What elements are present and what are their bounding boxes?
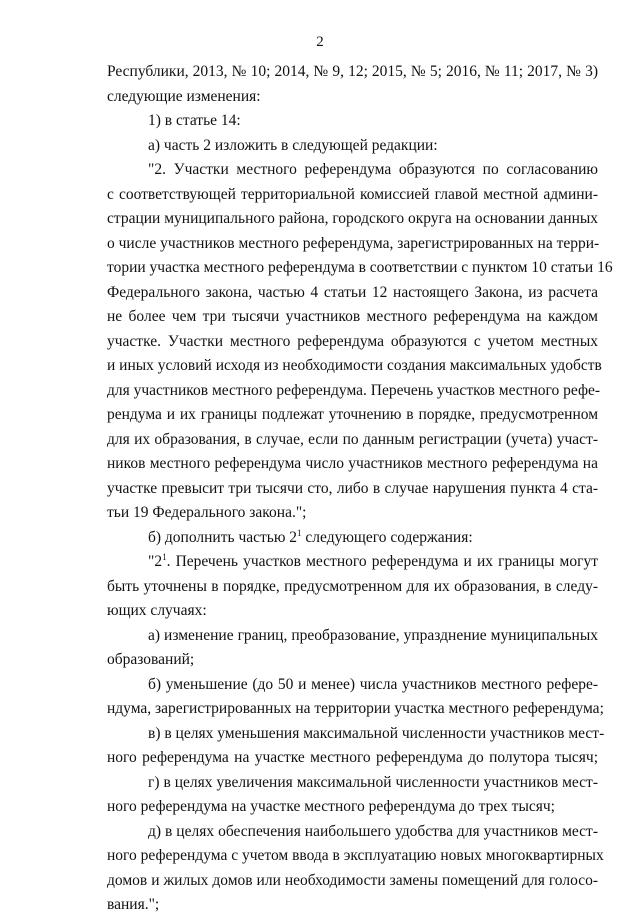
text-line (107, 281, 598, 306)
text-line (107, 158, 598, 183)
text-line (107, 85, 598, 110)
text-line-content: для участников местного референдума. Перечень участков местного рефе- (107, 381, 601, 399)
text-line (107, 844, 604, 869)
text-line-content: образований; (107, 651, 195, 668)
text-line (107, 134, 598, 159)
text-line (107, 722, 605, 747)
text-line (107, 673, 598, 698)
text-line-content: ндума, зарегистрированных на территории участка местного референдума; (107, 700, 604, 717)
text-line-content: Федерального закона, частью 4 статьи 12 настоящего Закона, из расчета (107, 283, 598, 301)
text-line-content: ющих случаях: (107, 602, 207, 619)
text-line-content: домов и жилых домов или необходимости замены помещений для голосо- (107, 871, 598, 889)
text-line (107, 330, 598, 355)
text-line (107, 550, 598, 575)
page-number: 2 (316, 34, 324, 50)
text-line-content: с соответствующей территориальной комиссией главой местной админи- (107, 185, 598, 203)
text-line-content: тьи 19 Федерального закона."; (107, 504, 307, 521)
text-line (107, 256, 613, 281)
text-line (107, 207, 598, 232)
text-line (107, 403, 598, 428)
text-line-content: ного референдума с учетом ввода в эксплуатацию новых многоквартирных (107, 847, 604, 864)
text-line-content: тории участка местного референдума в соответствии с пунктом 10 статьи 16 (107, 259, 613, 276)
text-line (107, 379, 601, 404)
text-line (107, 428, 598, 453)
text-line-content: рендума и их границы подлежат уточнению в порядке, предусмотренном (107, 406, 598, 423)
text-line (107, 60, 598, 85)
text-line (107, 452, 598, 477)
text-line (107, 648, 598, 673)
text-line (107, 599, 598, 624)
text-line-content: а) часть 2 изложить в следующей редакции: (148, 136, 438, 154)
text-line (107, 501, 598, 526)
text-line (107, 354, 602, 379)
text-line (107, 795, 598, 820)
text-line (107, 697, 604, 722)
text-line-content: в) в целях уменьшения максимальной численности участников мест- (148, 724, 605, 742)
text-line-content: не более чем три тысячи участников местного референдума на каждом (107, 308, 598, 325)
text-line-content: ного референдума на участке местного референдума до полутора тысяч; (107, 749, 598, 766)
text-line (107, 109, 598, 134)
text-line (107, 183, 598, 208)
text-line-content: участке превысит три тысячи сто, либо в случае нарушения пункта 4 ста- (107, 479, 598, 497)
text-line (107, 305, 598, 330)
text-line-continuation: следующего содержания: (301, 528, 473, 546)
document-body (107, 60, 613, 918)
text-line-content: страции муниципального района, городского округа на основании данных (107, 210, 599, 227)
text-line-content: вания."; (107, 896, 160, 913)
text-line (107, 893, 598, 918)
text-line-content: участке. Участки местного референдума образуются с учетом местных (107, 332, 598, 350)
text-line-content: д) в целях обеспечения наибольшего удобства для участников мест- (148, 822, 598, 840)
text-line-content: быть уточнены в порядке, предусмотренном для их образования, в следу- (107, 577, 598, 595)
text-line-content: г) в целях увеличения максимальной численности участников мест- (148, 773, 598, 791)
text-line (107, 624, 598, 649)
superscript-index: 1 (162, 551, 167, 562)
superscript-index: 1 (297, 527, 302, 538)
text-line-content: "2. Участки местного референдума образуются по согласованию (148, 161, 598, 178)
text-line (107, 575, 598, 600)
text-line-content: следующие изменения: (107, 87, 261, 105)
text-line-content: о числе участников местного референдума, зарегистрированных на терри- (107, 234, 600, 252)
text-line (107, 820, 598, 845)
text-line-content: ного референдума на участке местного референдума до трех тысяч; (107, 798, 555, 815)
text-line-content: б) дополнить частью 2 (148, 528, 298, 546)
text-line-content: б) уменьшение (до 50 и менее) числа участников местного рефере- (148, 675, 598, 693)
text-line-content: ников местного референдума число участников местного референдума на (107, 455, 598, 472)
text-line-content: "2 (148, 553, 163, 570)
text-line (107, 477, 598, 502)
text-line-content: и иных условий исходя из необходимости создания максимальных удобств (107, 357, 602, 374)
text-line (107, 746, 598, 771)
text-line (107, 232, 598, 257)
text-line (107, 526, 598, 551)
text-line (107, 869, 598, 894)
text-line-continuation: . Перечень участков местного референдума и их границы могут (166, 553, 598, 570)
text-line-content: Республики, 2013, № 10; 2014, № 9, 12; 2015, № 5; 2016, № 11; 2017, № 3) (107, 63, 598, 80)
text-line (107, 771, 598, 796)
text-line-content: для их образования, в случае, если по данным регистрации (учета) участ- (107, 430, 598, 448)
text-line-content: а) изменение границ, преобразование, упразднение муниципальных (148, 626, 598, 644)
text-line-content: 1) в статье 14: (148, 112, 241, 129)
